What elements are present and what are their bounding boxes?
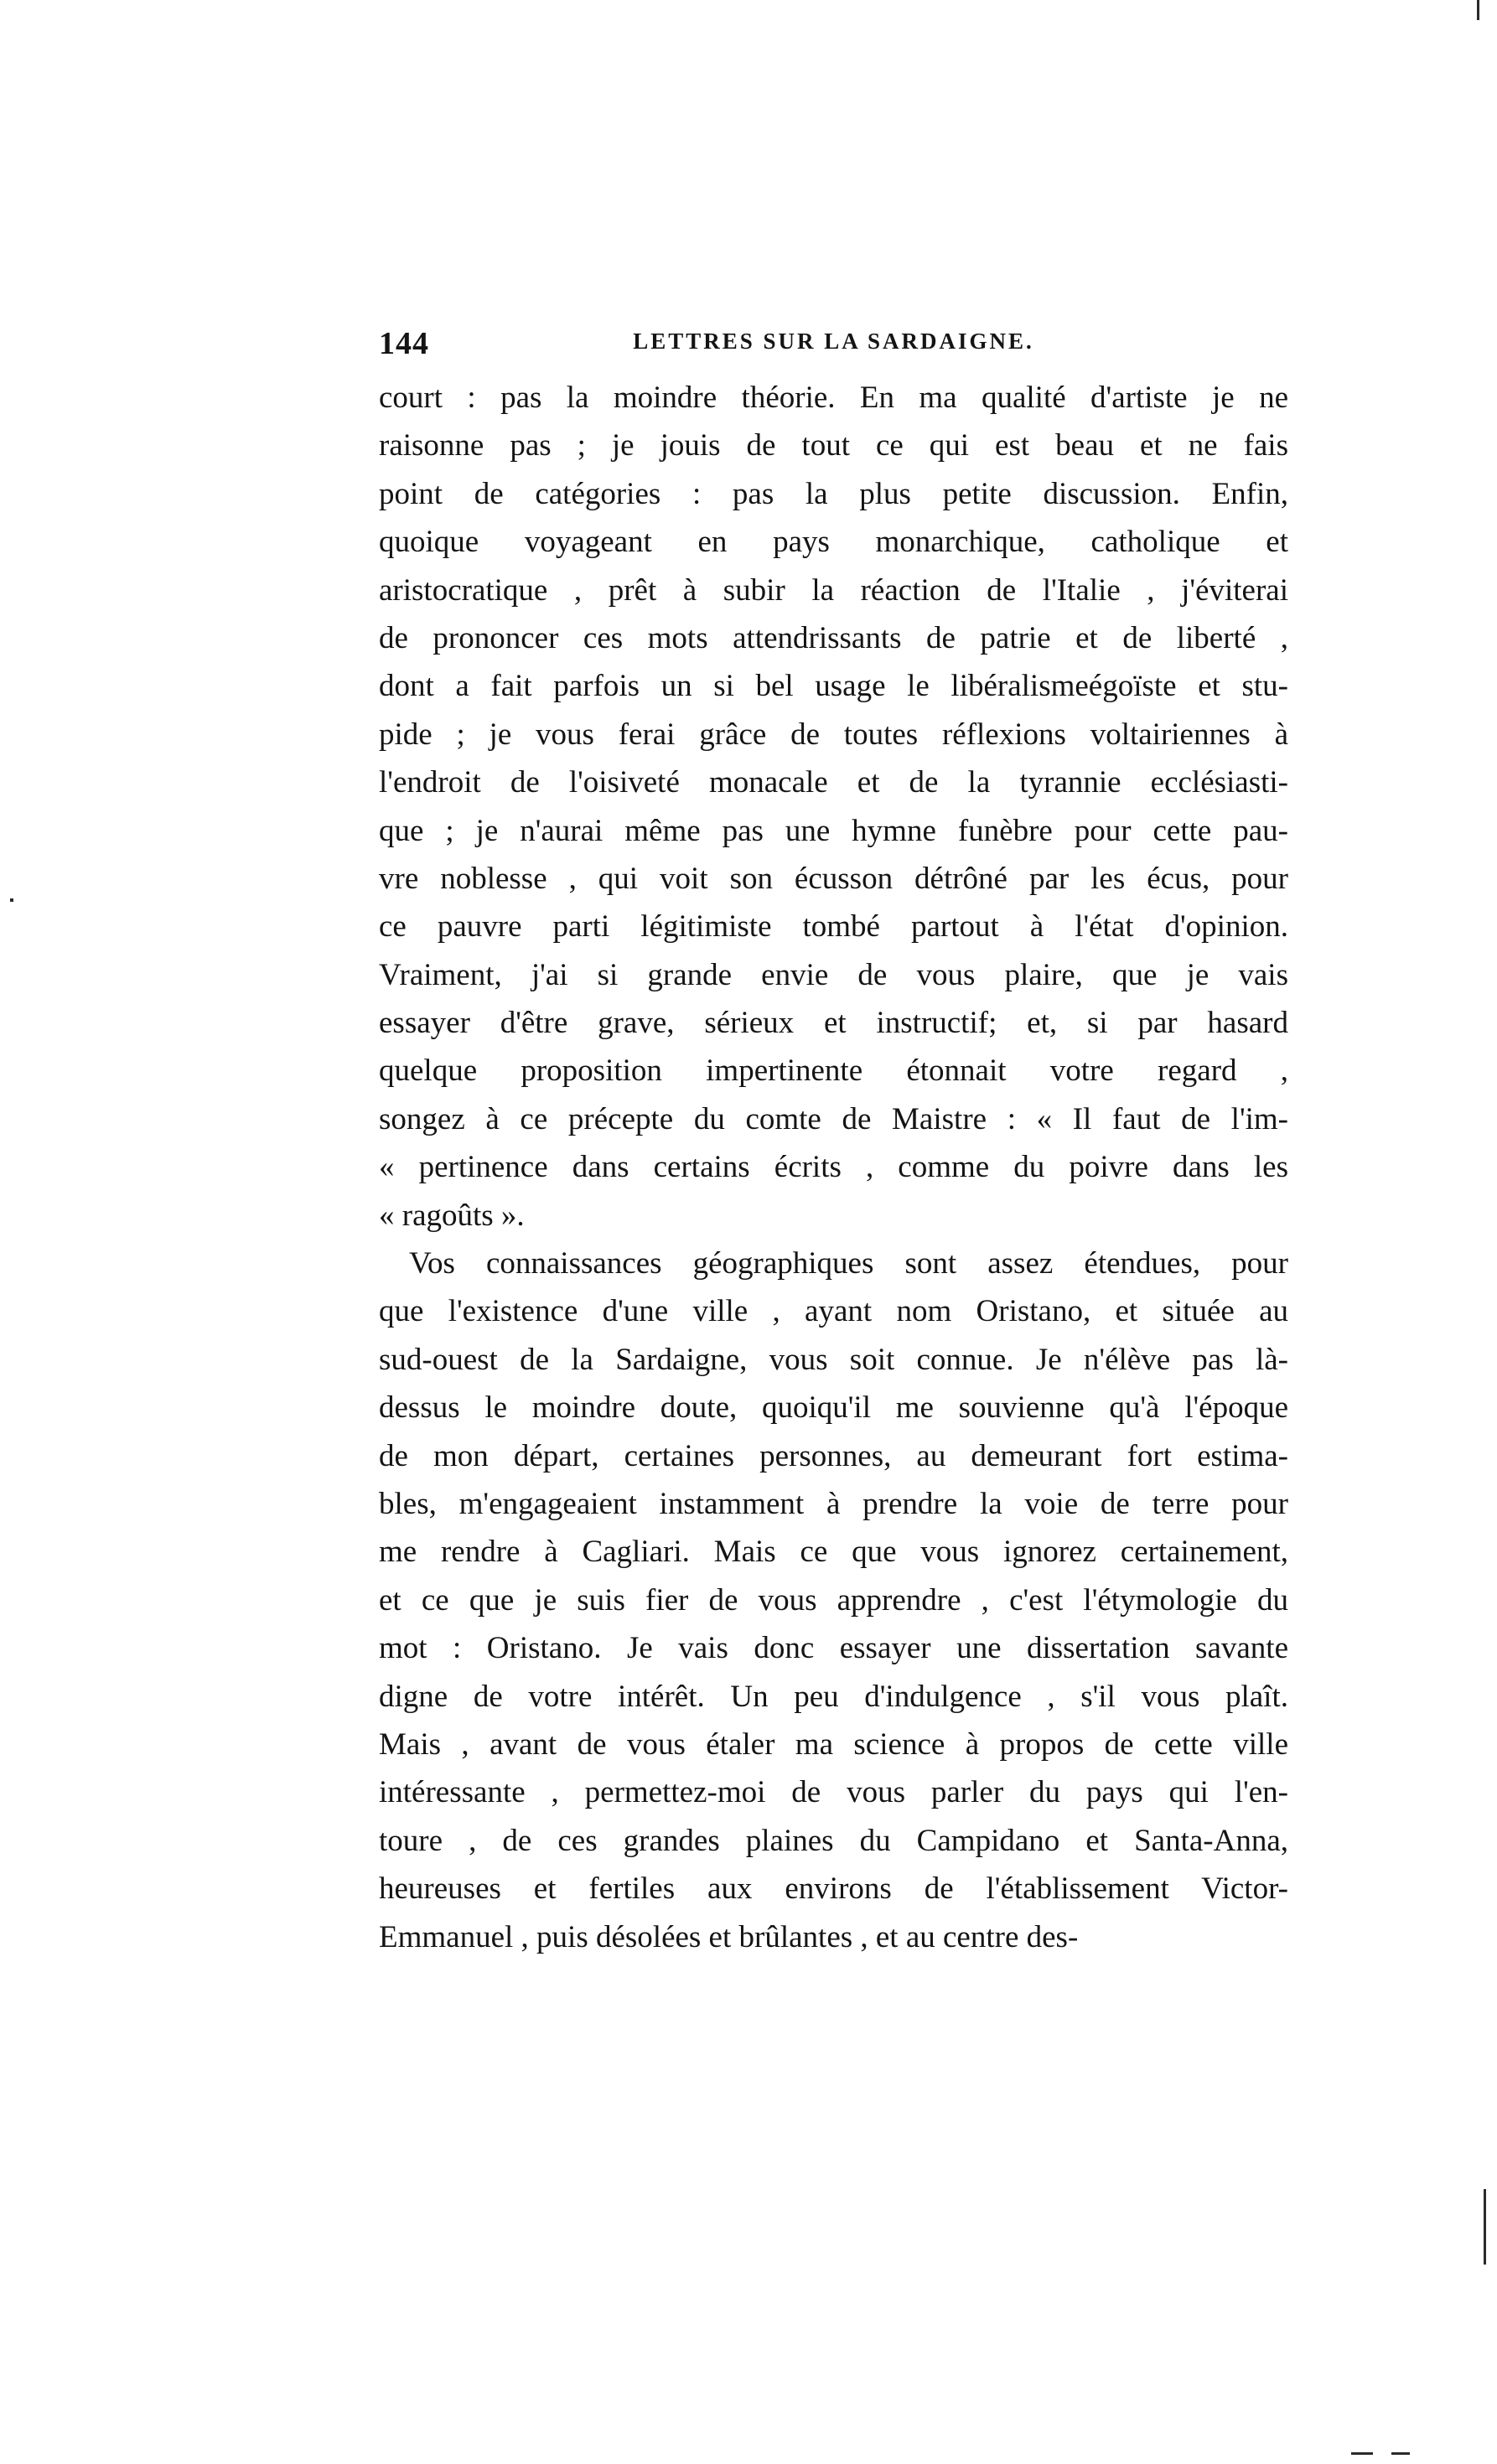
text-line: pide ; je vous ferai grâce de toutes réflexions voltairiennes à [379, 717, 1288, 752]
text-line: que ; je n'aurai même pas une hymne funèbre pour cette pau- [379, 813, 1288, 848]
text-line: point de catégories : pas la plus petite discussion. Enfin, [379, 476, 1288, 511]
text-line: court : pas la moindre théorie. En ma qualité d'artiste je ne [379, 380, 1288, 415]
text-line: que l'existence d'une ville , ayant nom Oristano, et située au [379, 1294, 1288, 1329]
scan-edge-mark-top [1477, 0, 1479, 20]
text-line: vre noblesse , qui voit son écusson détrôné par les écus, pour [379, 861, 1288, 896]
text-line: toure , de ces grandes plaines du Campidano et Santa-Anna, [379, 1823, 1288, 1858]
text-line: essayer d'être grave, sérieux et instructif; et, si par hasard [379, 1006, 1288, 1041]
text-line: ce pauvre parti légitimiste tombé partout à l'état d'opinion. [379, 909, 1288, 945]
text-line: « ragoûts ». [379, 1198, 525, 1233]
text-line: Mais , avant de vous étaler ma science à propos de cette ville [379, 1726, 1288, 1762]
text-line: bles, m'engageaient instamment à prendre la voie de terre pour [379, 1486, 1288, 1521]
body-text [379, 374, 1288, 1961]
text-line: Vraiment, j'ai si grande envie de vous plaire, que je vais [379, 957, 1288, 992]
text-line: digne de votre intérêt. Un peu d'indulgence , s'il vous plaît. [379, 1679, 1288, 1714]
text-line: Emmanuel , puis désolées et brûlantes , et au centre des- [379, 1919, 1079, 1954]
text-line: de prononcer ces mots attendrissants de patrie et de liberté , [379, 620, 1288, 655]
paragraph [379, 374, 1288, 1240]
text-line: me rendre à Cagliari. Mais ce que vous ignorez certainement, [379, 1535, 1288, 1570]
text-line: et ce que je suis fier de vous apprendre , c'est l'étymologie du [379, 1582, 1288, 1618]
text-line: sud-ouest de la Sardaigne, vous soit connue. Je n'élève pas là- [379, 1342, 1288, 1377]
text-line: mot : Oristano. Je vais donc essayer une dissertation savante [379, 1631, 1288, 1666]
text-line: aristocratique , prêt à subir la réaction de l'Italie , j'éviterai [379, 572, 1288, 608]
text-line: Vos connaissances géographiques sont assez étendues, pour [409, 1246, 1288, 1281]
text-line: intéressante , permettez-moi de vous parler du pays qui l'en- [379, 1775, 1288, 1810]
text-line: raisonne pas ; je jouis de tout ce qui est beau et ne fais [379, 428, 1288, 463]
paragraph [379, 1240, 1288, 1961]
text-line: « pertinence dans certains écrits , comme du poivre dans les [379, 1150, 1288, 1185]
text-line: de mon départ, certaines personnes, au demeurant fort estima- [379, 1438, 1288, 1473]
scan-dot-mark [10, 898, 13, 902]
text-line: heureuses et fertiles aux environs de l'établissement Victor- [379, 1871, 1288, 1907]
text-line: l'endroit de l'oisiveté monacale et de la tyrannie ecclésiasti- [379, 765, 1288, 800]
text-line: dessus le moindre doute, quoiqu'il me souvienne qu'à l'époque [379, 1390, 1288, 1426]
text-line: songez à ce précepte du comte de Maistre : « Il faut de l'im- [379, 1101, 1288, 1136]
page-number: 144 [379, 326, 429, 361]
scan-edge-mark-bottom [1484, 2189, 1486, 2265]
page-header [379, 325, 1288, 367]
text-line: quoique voyageant en pays monarchique, catholique et [379, 525, 1288, 560]
text-line: dont a fait parfois un si bel usage le libéralismeégoïste et stu- [379, 669, 1288, 704]
scan-dash-mark [1391, 2452, 1410, 2455]
scan-dash-mark [1351, 2452, 1373, 2455]
running-head: LETTRES SUR LA SARDAIGNE. [633, 329, 1034, 354]
text-line: quelque proposition impertinente étonnait votre regard , [379, 1053, 1288, 1089]
